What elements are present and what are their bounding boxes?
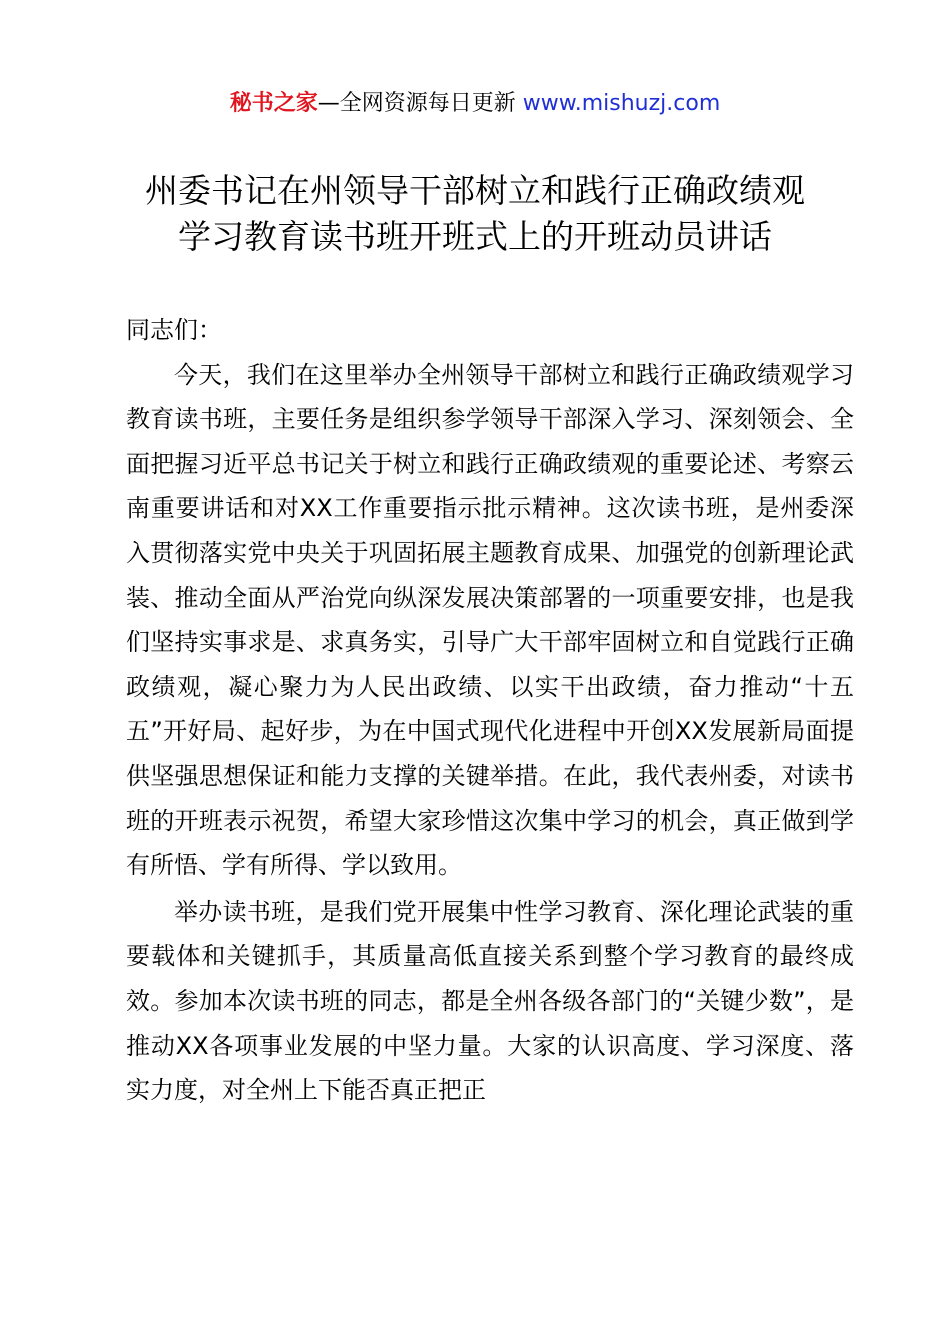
site-header xyxy=(0,88,950,120)
document-title xyxy=(60,168,890,260)
salutation: 同志们： xyxy=(126,316,222,344)
document-body xyxy=(126,308,854,1113)
title-line-2: 学习教育读书班开班式上的开班动员讲话 xyxy=(178,217,772,256)
paragraph-2: 举办读书班，是我们党开展集中性学习教育、深化理论武装的重要载体和关键抓手，其质量高低直接关系到整个学习教育的最终成效。参加本次读书班的同志，都是全州各级各部门的“关键少数”，是推动XX各项事业发展的中坚力量。大家的认识高度、学习深度、落实力度，对全州上下能否真正把正 xyxy=(126,897,854,1105)
brand-name: 秘书之家 xyxy=(229,91,318,116)
paragraph-1: 今天，我们在这里举办全州领导干部树立和践行正确政绩观学习教育读书班，主要任务是组织参学领导干部深入学习、深刻领会、全面把握习近平总书记关于树立和践行正确政绩观的重要论述、考察云南重要讲话和对XX工作重要指示批示精神。这次读书班，是州委深入贯彻落实党中央关于巩固拓展主题教育成果、加强党的创新理论武装、推动全面从严治党向纵深发展决策部署的一项重要安排，也是我们坚持实事求是、求真务实，引导广大干部牢固树立和自觉践行正确政绩观，凝心聚力为人民出政绩、以实干出政绩，奋力推动“十五五”开好局、起好步，为在中国式现代化进程中开创XX发展新局面提供坚强思想保证和能力支撑的关键举措。在此，我代表州委，对读书班的开班表示祝贺，希望大家珍惜这次集中学习的机会，真正做到学有所悟、学有所得、学以致用。 xyxy=(126,360,854,880)
title-line-1: 州委书记在州领导干部树立和践行正确政绩观 xyxy=(145,171,805,210)
header-tagline: —全网资源每日更新 xyxy=(317,91,516,116)
site-url-link[interactable]: www.mishuzj.com xyxy=(522,91,721,116)
